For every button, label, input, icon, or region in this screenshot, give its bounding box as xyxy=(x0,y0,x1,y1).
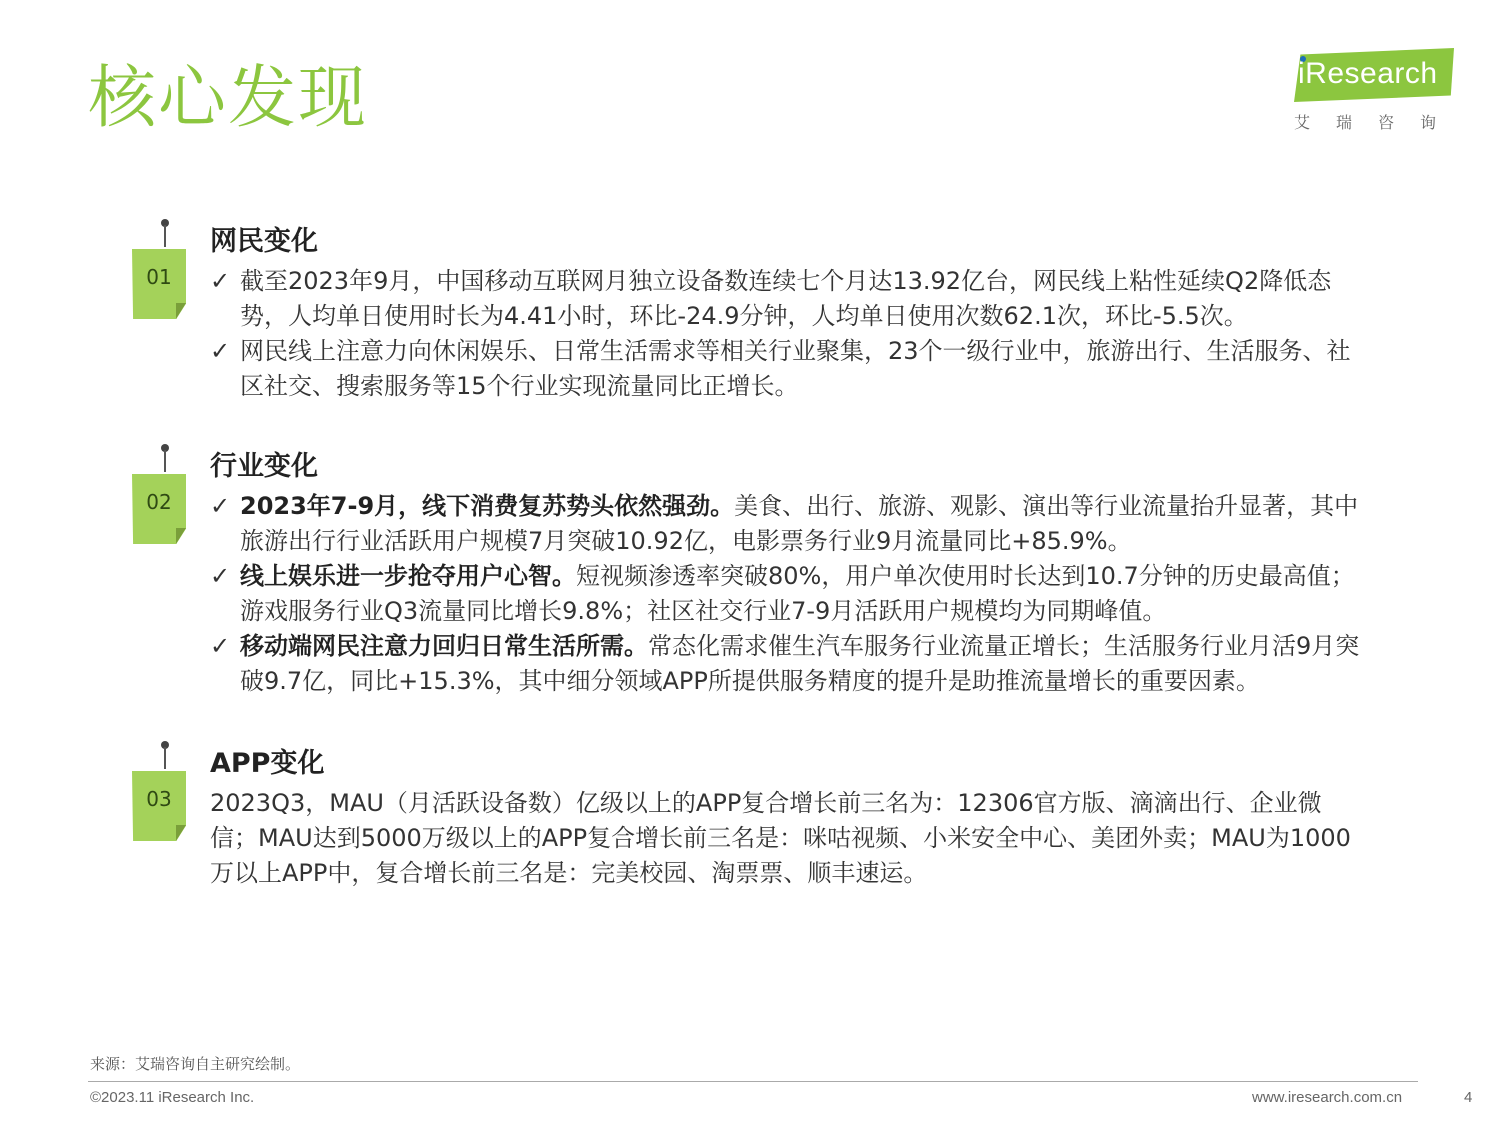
bullet-list xyxy=(210,264,1370,404)
source-note: 来源：艾瑞咨询自主研究绘制。 xyxy=(90,1055,301,1073)
logo-subtitle: 艾瑞咨询 xyxy=(1294,113,1463,132)
iresearch-logo xyxy=(1286,48,1463,132)
section-number: 01 xyxy=(146,265,172,289)
bullet-item xyxy=(210,334,1370,404)
pushpin-icon xyxy=(160,741,170,771)
bullet-item xyxy=(210,629,1370,699)
bullet-item xyxy=(210,559,1370,629)
bullet-text: 网民线上注意力向休闲娱乐、日常生活需求等相关行业聚集，23个一级行业中，旅游出行、生活服务、社区社交、搜索服务等15个行业实现流量同比正增长。 xyxy=(240,337,1351,400)
section-number: 03 xyxy=(146,787,172,811)
page-number: 4 xyxy=(1464,1089,1473,1106)
bullet-text: 美食、出行、旅游、观影、演出等行业流量抬升显著，其中旅游出行行业活跃用户规模7月突破10.92亿，电影票务行业9月流量同比+85.9%。 xyxy=(240,492,1359,555)
bullet-bold-lead: 线上娱乐进一步抢夺用户心智。 xyxy=(240,562,576,590)
checkmark-icon: ✓ xyxy=(210,267,231,295)
checkmark-icon: ✓ xyxy=(210,492,231,520)
section-heading: 网民变化 xyxy=(210,226,318,257)
bullet-item xyxy=(210,264,1370,334)
checkmark-icon: ✓ xyxy=(210,632,231,660)
pushpin-icon xyxy=(160,444,170,474)
section-heading: APP变化 xyxy=(210,748,325,779)
bullet-text: 常态化需求催生汽车服务行业流量正增长；生活服务行业月活9月突破9.7亿，同比+15.3%，其中细分领域APP所提供服务精度的提升是助推流量增长的重要因素。 xyxy=(240,632,1360,695)
checkmark-icon: ✓ xyxy=(210,337,231,365)
bullet-item xyxy=(210,489,1370,559)
footer-divider xyxy=(88,1081,1418,1082)
bullet-bold-lead: 2023年7-9月，线下消费复苏势头依然强劲。 xyxy=(240,492,735,520)
bullet-bold-lead: 移动端网民注意力回归日常生活所需。 xyxy=(240,632,648,660)
pushpin-icon xyxy=(160,219,170,249)
bullet-text: 截至2023年9月，中国移动互联网月独立设备数连续七个月达13.92亿台，网民线上粘性延续Q2降低态势，人均单日使用时长为4.41小时，环比-24.9分钟，人均单日使用次数62.1次，环比-5.5次。 xyxy=(240,267,1332,330)
section-heading: 行业变化 xyxy=(210,451,318,482)
page-title: 核心发现 xyxy=(88,59,369,138)
checkmark-icon: ✓ xyxy=(210,562,231,590)
copyright: ©2023.11 iResearch Inc. xyxy=(90,1089,255,1106)
section-number: 02 xyxy=(146,490,172,514)
logo-text: iResearch xyxy=(1298,57,1438,90)
section-paragraph: 2023Q3，MAU（月活跃设备数）亿级以上的APP复合增长前三名为：12306官方版、滴滴出行、企业微信；MAU达到5000万级以上的APP复合增长前三名是：咪咕视频、小米安全中心、美团外卖；MAU为1000万以上APP中，复合增长前三名是：完美校园、淘票票、顺丰速运。 xyxy=(210,789,1351,887)
bullet-list xyxy=(210,489,1370,699)
bullet-text: 短视频渗透率突破80%，用户单次使用时长达到10.7分钟的历史最高值；游戏服务行业Q3流量同比增长9.8%；社区社交行业7-9月活跃用户规模均为同期峰值。 xyxy=(240,562,1355,625)
website-url: www.iresearch.com.cn xyxy=(1252,1089,1403,1106)
